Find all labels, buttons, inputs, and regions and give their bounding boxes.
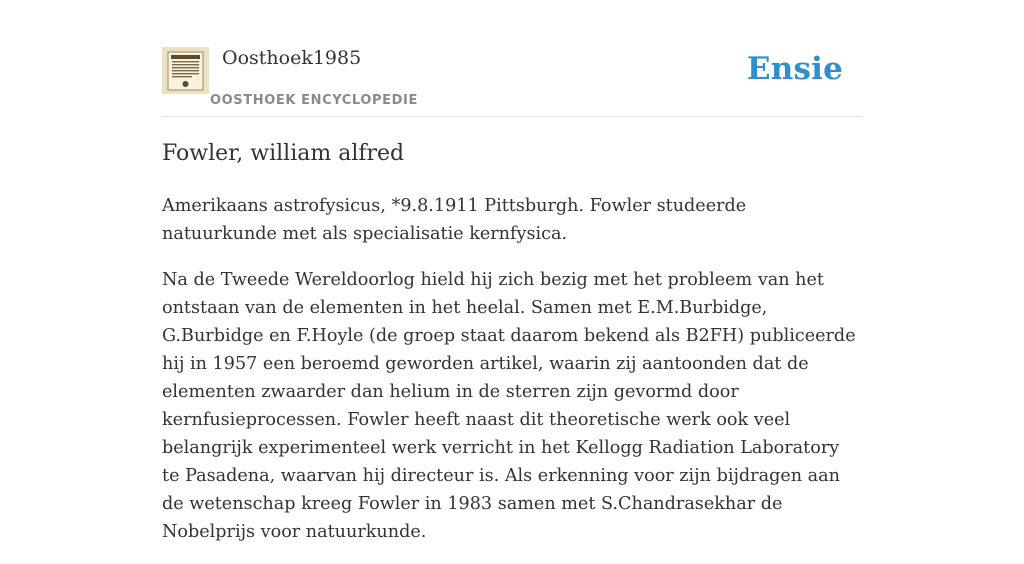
avatar[interactable] [162,47,209,94]
article-paragraph: Amerikaans astrofysicus, *9.8.1911 Pittsburgh. Fowler studeerde natuurkunde met als specialisatie kernfysica. [162,196,747,244]
book-cover-avatar-icon [162,47,209,94]
author-username[interactable]: Oosthoek1985 [222,47,362,69]
article-body [162,192,862,564]
article-paragraph: Na de Tweede Wereldoorlog hield hij zich bezig met het probleem van het ontstaan van de elementen in het heelal. Samen met E.M.Burbidge, G.Burbidge en F.Hoyle (de groep staat daarom bekend als B2FH) publiceerde hij in 1957 een beroemd geworden artikel, waarin zij aantoonden dat de elementen zwaarder dan helium in de sterren zijn gevormd door kernfusieprocessen. Fowler heeft naast dit theoretische werk ook veel belangrijk experimenteel werk verricht in het Kellogg Radiation Laboratory te Pasadena, waarvan hij directeur is. Als erkenning voor zijn bijdragen aan de wetenschap kreeg Fowler in 1983 samen met S.Chandrasekhar de Nobelprijs voor natuurkunde. [162,270,856,542]
brand-logo[interactable]: Ensie [746,51,843,87]
article-header [162,44,862,117]
page-title: Fowler, william alfred [162,141,405,166]
source-label[interactable]: OOSTHOEK ENCYCLOPEDIE [210,93,418,108]
